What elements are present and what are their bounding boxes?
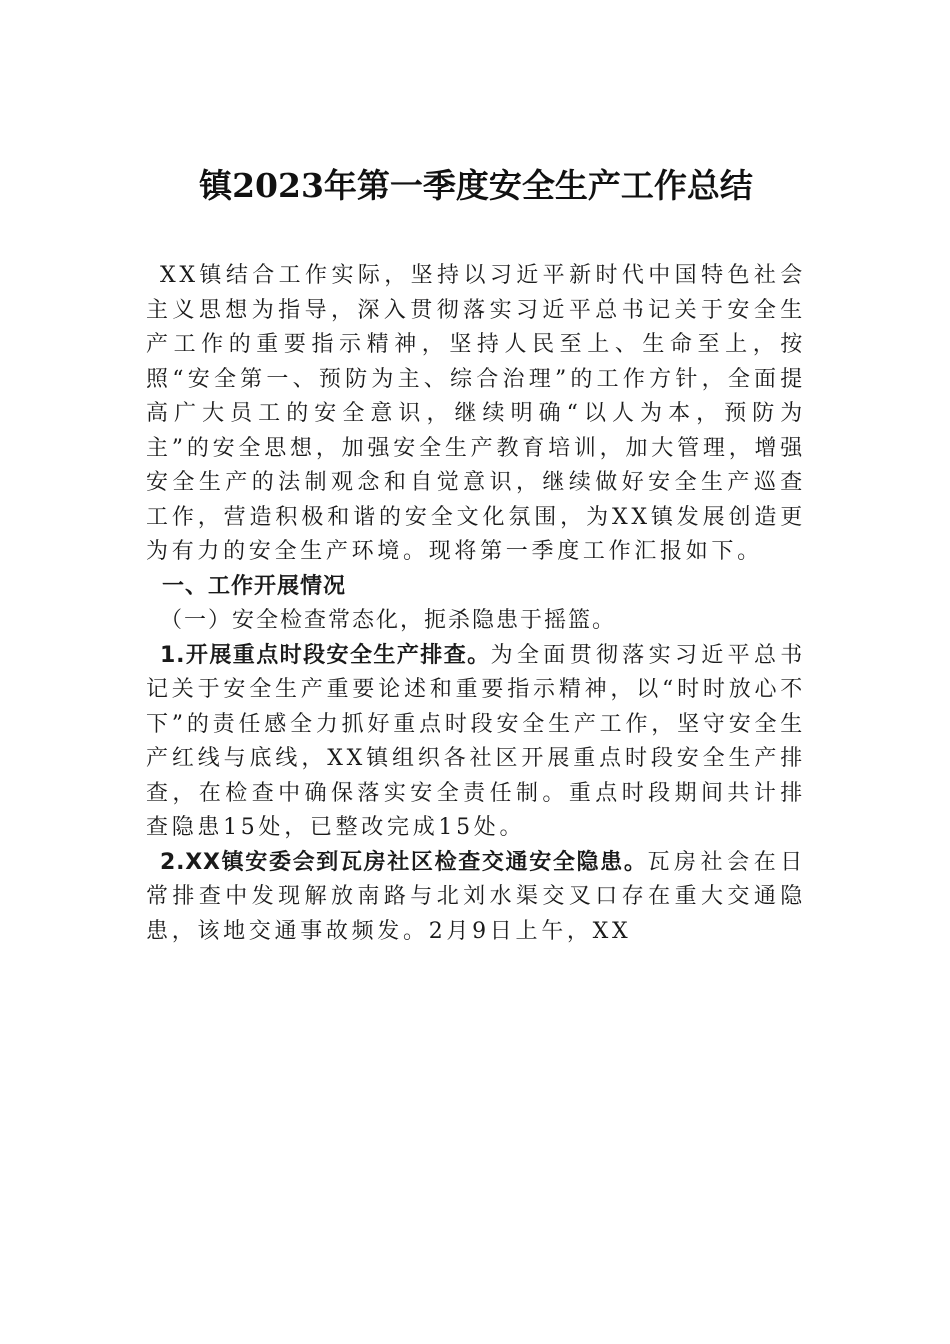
section-heading: 一、工作开展情况 xyxy=(162,573,347,599)
item-paragraph-2 xyxy=(146,846,806,950)
document-body xyxy=(146,160,806,949)
item-lead-1: 1.开展重点时段安全生产排查。 xyxy=(160,642,491,668)
item-text-1: 为全面贯彻落实习近平总书记关于安全生产重要论述和重要指示精神，以“时时放心不下”的责任感全力抓好重点时段安全生产工作，坚守安全生产红线与底线，XX镇组织各社区开展重点时段安全生产排查，在检查中确保落实安全责任制。重点时段期间共计排查隐患15处，已整改完成15处。 xyxy=(146,642,807,840)
subsection-heading: （一）安全检查常态化，扼杀隐患于摇篮。 xyxy=(160,608,617,633)
intro-paragraph: XX镇结合工作实际，坚持以习近平新时代中国特色社会主义思想为指导，深入贯彻落实习近平总书记关于安全生产工作的重要指示精神，坚持人民至上、生命至上，按照“安全第一、预防为主、综合治理”的工作方针，全面提高广大员工的安全意识，继续明确“以人为本，预防为主”的安全思想，加强安全生产教育培训，加大管理，增强安全生产的法制观念和自觉意识，继续做好安全生产巡查工作，营造积极和谐的安全文化氛围，为XX镇发展创造更为有力的安全生产环境。现将第一季度工作汇报如下。 xyxy=(146,263,806,564)
document-title: 镇2023年第一季度安全生产工作总结 xyxy=(199,166,753,205)
item-paragraph-1 xyxy=(146,639,806,846)
item-lead-2: 2.XX镇安委会到瓦房社区检查交通安全隐患。 xyxy=(160,849,648,875)
item-text-2: 瓦房社会在日常排查中发现解放南路与北刘水渠交叉口存在重大交通隐患，该地交通事故频发。2月9日上午，XX xyxy=(146,849,806,944)
